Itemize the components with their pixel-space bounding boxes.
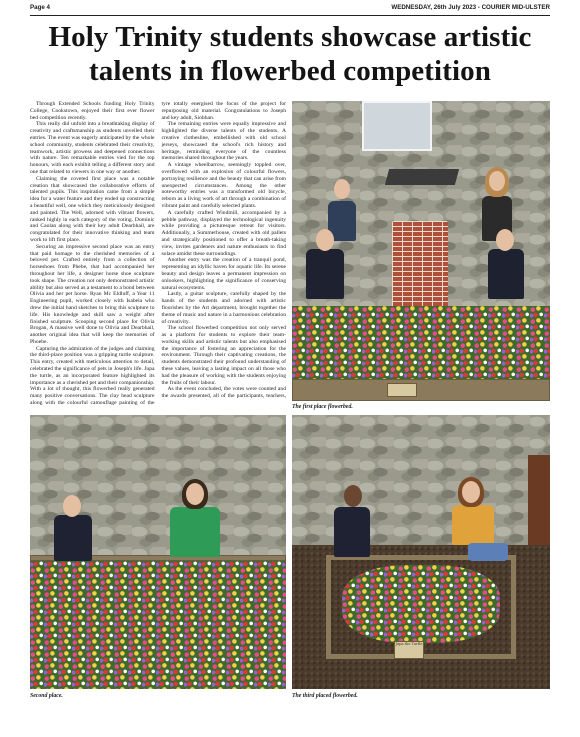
article-paragraph: As the event concluded, the votes were counted and the awards presented, all of the participants, teachers, [161, 386, 286, 400]
caption-second-place: Second place. [30, 693, 63, 699]
header-rule [30, 15, 550, 16]
photo-first-place [292, 101, 550, 401]
turtle-shell-flowers [342, 565, 500, 643]
article-paragraph: A vintage wheelbarrow, seemingly toppled over, overflowed with an explosion of colourful flowers, portraying resilience and the beauty that can arise from unexpected circumstances. Among the other noteworthy entries was a transformed old bicycle, reborn as a living work of art through a combination of vibrant paint and carefully selected plants. [161, 162, 286, 209]
person [170, 507, 220, 557]
well-roof [385, 169, 459, 185]
article-body [30, 101, 286, 409]
person [306, 249, 344, 299]
plaque [387, 383, 417, 397]
article-paragraph: Through Extended Schools funding Holy Trinity College, Cookstown, enjoyed their first ever flower bed competition recently. [30, 101, 155, 121]
person-head [344, 485, 362, 507]
article-paragraph: Capturing the admiration of the judges and claiming the third-place position was a gripping turtle sculpture. This entry, created with meticulous attention to detail, celebrated the significance of pets in Joseph's life. Jupa the turtle, as an incorporated feature highlighted its importance as a cherished pet and their companionship. With a lot of thought, this flowerbed really generated many positive conversations. The clay head sculpture along with the colourful camouflage painting of the tyre totally energised the focus of the project for repurposing old material. Congratulations to Joseph and key adult, Siobhan. [30, 101, 286, 407]
article-paragraph: This really did unfold into a breathtaking display of creativity and craftsmanship as students unveiled their entries. The event was eagerly anticipated by the whole school community, students celebrated their creativity, teamwork, artistic prowess and deepened connections with nature. Ten remarkable entries vied for the top honours, with each exhibit telling a different story and one that related to viewers in one way or another. [30, 121, 155, 175]
door [528, 455, 550, 545]
flowerbed [292, 306, 550, 386]
caption-third-place: The third placed flowerbed. [292, 693, 358, 699]
caption-first-place: The first place flowerbed. [292, 404, 353, 410]
person [334, 507, 370, 557]
article-paragraph: The remaining entries were equally impressive and highlighted the diverse talents of the students. A creative clothesline, embellished with old school jerseys, showcased the school's rich history and heritage, reminding everyone of the countless memories shared throughout the years. [161, 121, 286, 162]
person-legs [468, 543, 508, 561]
page-header [30, 4, 550, 14]
page-number: Page 4 [30, 4, 50, 11]
person-head [316, 229, 334, 251]
article-paragraph: Securing an impressive second place was an entry that paid homage to the cherished memories of a beloved pet. Crafted entirely from a collection of horseshoes from Phebe, that had accompanied her throughout her life, a designer horse shoe sculpture took shape. The creation not only demonstrated artistic ability but also served as a testament to a bond between Olivia and her pet horse. Ryan Mc Eldluff, a Year 11 Engineering pupil, worked closely with Isabela who drew the initial hand sketches to bring this sculpture to life. His knowledge and skill saw a weight after finished sculpture. Scooping second place for Olivia Brogan, A massive well done to Olivia and Dearbhail, another original idea that will keep the memories of Phoebe. [30, 243, 155, 345]
article-paragraph: A carefully crafted Windmill, accompanied by a pebble pathway, displayed the technological ingenuity while providing a picturesque retreat for visitors. Additionally, a Summerhouse, created with old pallets and strategically positioned to offer a breath-taking view, invites gardeners and nature enthusiasts to find solace amidst these surroundings. [161, 209, 286, 257]
person-head [496, 229, 514, 251]
article-paragraph: Claiming the coveted first place was a notable creation that showcased the collaborative efforts of talented pupils. This inspiration came from a simple idea for a water feature and they ended up constructing a beautiful well, one which they meticulously designed and painted. The Well, adorned with vibrant flowers, ranked highly in each category of the voting. Dominic and Caolan along with their key adult Dearbhail, are congratulated for their innovative thinking and team work to lift first place. [30, 175, 155, 243]
photo-third-place [292, 415, 550, 689]
person-head [63, 495, 81, 517]
bed-border [292, 379, 550, 401]
turtle-sign: Jupa the Turtle [394, 641, 424, 659]
well [392, 221, 448, 311]
person-head [186, 483, 204, 505]
article-paragraph: The school flowerbed competition not only served as a platform for students to explore their team-working skills and artistic talents but also emphasised the importance of fostering an appreciation for the environment. Through their captivating creations, the students demonstrated their profound understanding of these values, leaving a lasting impact on all those who had the pleasure of working with the students enjoying the fruits of their labour. [161, 325, 286, 386]
person [54, 515, 92, 561]
person [488, 249, 524, 299]
person [452, 505, 494, 545]
window [362, 101, 432, 151]
headline: Holy Trinity students showcase artistic talents in flowerbed competition [48, 21, 532, 87]
dateline: WEDNESDAY, 26th July 2023 - COURIER MID-ULSTER [391, 4, 550, 11]
stone-wall [292, 415, 550, 545]
article-paragraph: Lastly, a guitar sculpture, carefully shaped by the hands of the students and adorned with artistic flourishes by the Art department, brought together the theme of music and nature in a harmonious celebration of creativity. [161, 291, 286, 325]
person-head [334, 179, 350, 199]
article-paragraph: Another entry was the creation of a tranquil pond, representing an idyllic haven for aquatic life. Its serene beauty and design leaves a permanent impression on onlookers, highlighting the significance of conserving natural ecosystems. [161, 257, 286, 291]
photo-second-place [30, 415, 286, 689]
flowerbed [30, 555, 286, 689]
person-head [489, 171, 505, 191]
person-head [462, 481, 480, 503]
